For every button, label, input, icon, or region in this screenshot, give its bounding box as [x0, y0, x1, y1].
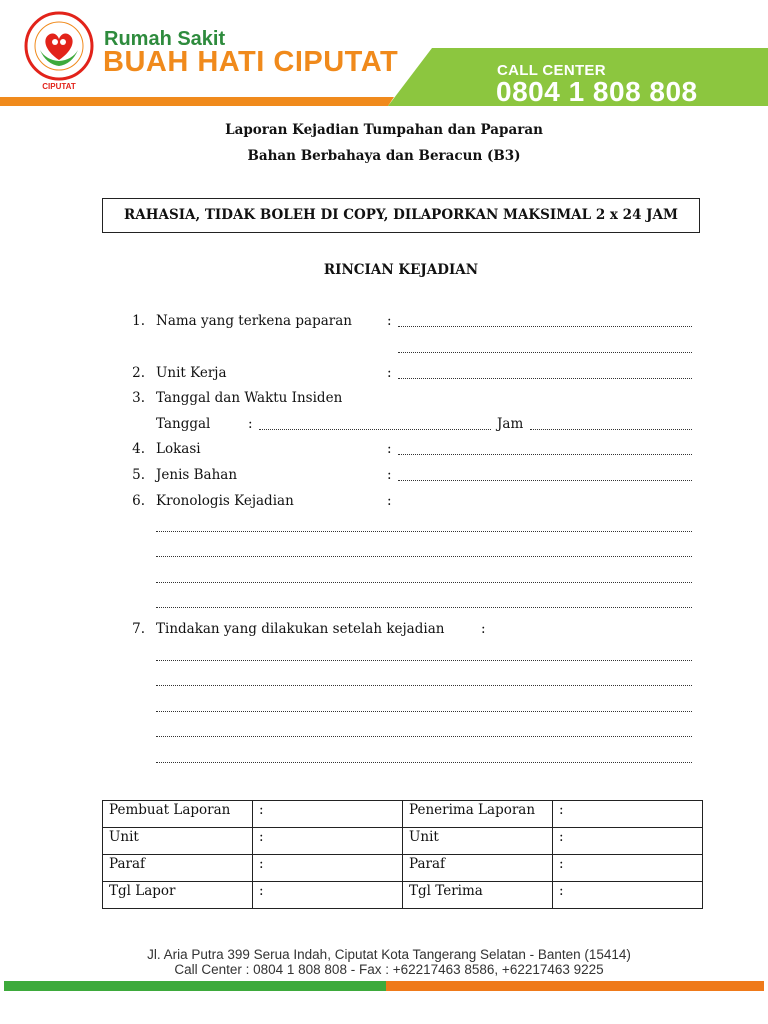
item-label-chronology: Kronologis Kejadian: [156, 493, 294, 509]
item-label-location: Lokasi: [156, 441, 201, 457]
logo-bottom-text: CIPUTAT: [42, 82, 76, 91]
item-number: 1.: [132, 313, 145, 329]
signature-table: [102, 800, 703, 909]
item-colon: :: [387, 313, 392, 329]
item-label-action: Tindakan yang dilakukan setelah kejadian: [156, 621, 445, 637]
footer-bar-orange: [386, 981, 764, 991]
fill-line-chronology[interactable]: [156, 530, 692, 532]
item-label-material: Jenis Bahan: [156, 467, 238, 483]
fill-line-action[interactable]: [156, 659, 692, 661]
cell-value[interactable]: :: [253, 882, 403, 909]
hospital-prefix: Rumah Sakit: [104, 28, 226, 50]
fill-line-action[interactable]: [156, 684, 692, 686]
call-center-label: CALL CENTER: [497, 62, 606, 79]
fill-line-chronology[interactable]: [156, 555, 692, 557]
fill-line-name[interactable]: [398, 325, 692, 327]
item-colon: :: [248, 416, 253, 432]
table-row: [103, 828, 703, 855]
item-number: 3.: [132, 390, 145, 406]
footer-address: Jl. Aria Putra 399 Serua Indah, Ciputat Kota Tangerang Selatan - Banten (15414): [147, 947, 631, 962]
item-label-unit: Unit Kerja: [156, 365, 227, 381]
item-label-name: Nama yang terkena paparan: [156, 313, 352, 329]
jam-label: Jam: [497, 416, 524, 432]
item-colon: :: [387, 467, 392, 483]
cell-value[interactable]: :: [553, 882, 703, 909]
item-colon: :: [387, 493, 392, 509]
cell-label: Paraf: [103, 855, 253, 882]
cell-value[interactable]: :: [553, 828, 703, 855]
fill-line-chronology[interactable]: [156, 581, 692, 583]
cell-value[interactable]: :: [553, 801, 703, 828]
cell-label: Penerima Laporan: [403, 801, 553, 828]
tanggal-label: Tanggal: [156, 416, 211, 432]
item-label-datetime: Tanggal dan Waktu Insiden: [156, 390, 343, 406]
fill-line-chronology[interactable]: [156, 606, 692, 608]
footer-contacts: Call Center : 0804 1 808 808 - Fax : +62217463 8586, +62217463 9225: [174, 962, 604, 977]
item-colon: :: [387, 365, 392, 381]
confidential-notice: RAHASIA, TIDAK BOLEH DI COPY, DILAPORKAN MAKSIMAL 2 x 24 JAM: [102, 198, 700, 233]
document-title-line2: Bahan Berbahaya dan Beracun (B3): [247, 148, 521, 164]
fill-line-location[interactable]: [398, 453, 692, 455]
table-row: [103, 801, 703, 828]
item-colon: :: [481, 621, 486, 637]
item-number: 6.: [132, 493, 145, 509]
item-colon: :: [387, 441, 392, 457]
table-row: [103, 855, 703, 882]
hospital-name: BUAH HATI CIPUTAT: [103, 46, 399, 78]
cell-value[interactable]: :: [553, 855, 703, 882]
cell-value[interactable]: :: [253, 855, 403, 882]
letterhead: [0, 0, 768, 110]
cell-label: Pembuat Laporan: [103, 801, 253, 828]
fill-line-unit[interactable]: [398, 377, 692, 379]
section-title: RINCIAN KEJADIAN: [323, 262, 479, 278]
hospital-logo: [22, 10, 96, 92]
table-row: [103, 882, 703, 909]
cell-label: Paraf: [403, 855, 553, 882]
item-number: 5.: [132, 467, 145, 483]
fill-line-name-2[interactable]: [398, 351, 692, 353]
cell-label: Tgl Terima: [403, 882, 553, 909]
cell-value[interactable]: :: [253, 828, 403, 855]
item-number: 7.: [132, 621, 145, 637]
item-number: 4.: [132, 441, 145, 457]
call-center-number: 0804 1 808 808: [496, 76, 698, 107]
fill-line-action[interactable]: [156, 710, 692, 712]
cell-label: Tgl Lapor: [103, 882, 253, 909]
fill-line-action[interactable]: [156, 761, 692, 763]
cell-label: Unit: [403, 828, 553, 855]
fill-line-action[interactable]: [156, 735, 692, 737]
item-number: 2.: [132, 365, 145, 381]
footer-bar-green: [4, 981, 386, 991]
document-title-line1: Laporan Kejadian Tumpahan dan Paparan: [225, 122, 543, 138]
fill-line-time[interactable]: [530, 428, 692, 430]
fill-line-date[interactable]: [259, 428, 491, 430]
fill-line-material[interactable]: [398, 479, 692, 481]
cell-label: Unit: [103, 828, 253, 855]
cell-value[interactable]: :: [253, 801, 403, 828]
